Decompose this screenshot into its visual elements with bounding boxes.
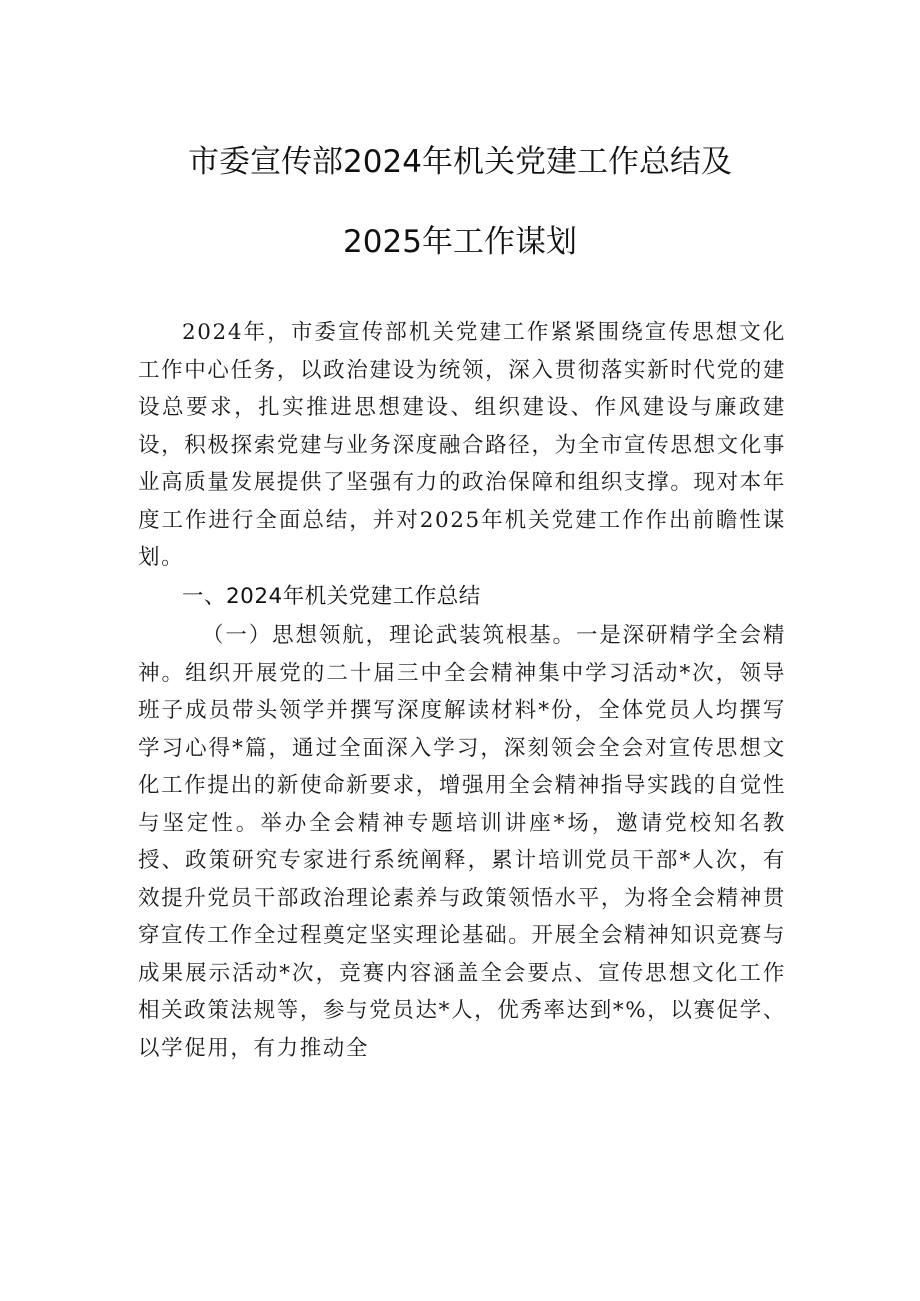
intro-paragraph: 2024年，市委宣传部机关党建工作紧紧围绕宣传思想文化工作中心任务，以政治建设为统领，深入贯彻落实新时代党的建设总要求，扎实推进思想建设、组织建设、作风建设与廉政建设，积极探索党建与业务深度融合路径，为全市宣传思想文化事业高质量发展提供了坚强有力的政治保障和组织支撑。现对本年度工作进行全面总结，并对2025年机关党建工作作出前瞻性谋划。 xyxy=(138,320,786,570)
subsection-1-body: 一是深研精学全会精神。组织开展党的二十届三中全会精神集中学习活动*次，领导班子成员带头领学并撰写深度解读材料*份，全体党员人均撰写学习心得*篇，通过全面深入学习，深刻领会全会对宣传思想文化工作提出的新使命新要求，增强用全会精神指导实践的自觉性与坚定性。举办全会精神专题培训讲座*场，邀请党校知名教授、政策研究专家进行系统阐释，累计培训党员干部*人次，有效提升党员干部政治理论素养与政策领悟水平，为将全会精神贯穿宣传工作全过程奠定坚实理论基础。开展全会精神知识竞赛与成果展示活动*次，竞赛内容涵盖全会要点、宣传思想文化工作相关政策法规等，参与党员达*人，优秀率达到*%，以赛促学、以学促用，有力推动全 xyxy=(138,623,786,1061)
subsection-1-paragraph xyxy=(138,617,786,1067)
document-title-line-1: 市委宣传部2024年机关党建工作总结及 xyxy=(188,144,732,180)
subsection-1-lead: （一）思想领航，理论武装筑根基。 xyxy=(202,623,576,648)
section-1-heading: 一、2024年机关党建工作总结 xyxy=(182,584,481,609)
document-title-line-2: 2025年工作谋划 xyxy=(343,224,577,260)
